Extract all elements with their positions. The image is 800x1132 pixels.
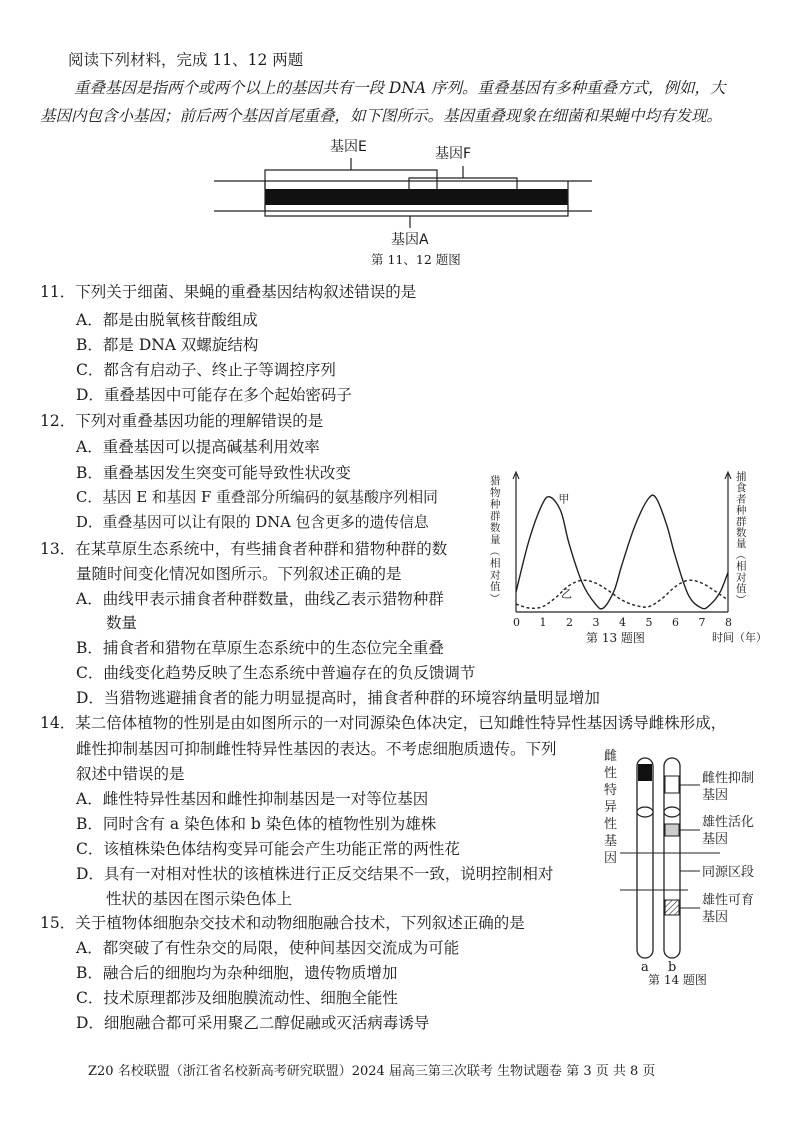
svg-text:食: 食 — [736, 482, 747, 495]
svg-text:数: 数 — [736, 527, 747, 539]
q11-option-a: A．都是由脱氧核苷酸组成 — [76, 311, 258, 329]
svg-text:猎: 猎 — [490, 475, 501, 487]
svg-text:值: 值 — [490, 581, 501, 594]
male-activator-gene-label: 雄性活化基因 — [702, 815, 755, 847]
x-tick-label: 0 — [513, 616, 520, 629]
svg-text:（: （ — [734, 549, 746, 560]
q11-stem: 11．下列关于细菌、果蝇的重叠基因结构叙述错误的是 — [40, 283, 417, 301]
q11-option-b: B．都是 DNA 双螺旋结构 — [76, 336, 259, 354]
q11-option-c: C．都含有启动子、终止子等调控序列 — [76, 361, 336, 379]
svg-text:物: 物 — [490, 486, 501, 499]
svg-text:量: 量 — [736, 538, 747, 551]
q14-stem-line1: 14．某二倍体植物的性别是由如图所示的一对同源染色体决定，已知雌性特异性基因诱导雌株形成， — [40, 714, 727, 732]
svg-text:）: ） — [488, 593, 500, 604]
centromere-b — [664, 807, 680, 817]
q14-option-b: B．同时含有 a 染色体和 b 染色体的植物性别为雄株 — [76, 815, 437, 833]
q13-option-d: D．当猎物逃避捕食者的能力明显提高时，捕食者种群的环境容纳量明显增加 — [76, 689, 600, 707]
q13-stem-line2: 量随时间变化情况如图所示。下列叙述正确的是 — [76, 565, 402, 583]
gene-overlap-figure — [0, 0, 800, 280]
q14-option-d-line1: D．具有一对相对性状的该植株进行正反交结果不一致，说明控制相对 — [76, 865, 554, 883]
q12-option-a: A．重叠基因可以提高碱基利用效率 — [76, 438, 320, 456]
q15-option-b: B．融合后的细胞均为杂种细胞，遗传物质增加 — [76, 964, 398, 982]
male-fertility-gene-band — [665, 900, 679, 915]
x-tick-label: 3 — [592, 616, 600, 629]
y-axis-label-left — [488, 474, 501, 604]
chromosome-a — [637, 758, 653, 958]
gene-f-label: 基因F — [435, 146, 472, 162]
q13-stem-line1: 13．在某草原生态系统中，有些捕食者种群和猎物种群的数 — [40, 540, 448, 558]
gene-figure-caption: 第 11、12 题图 — [371, 252, 461, 267]
svg-text:种: 种 — [736, 504, 747, 517]
q14-stem-line2: 雌性抑制基因可抑制雌性特异性基因的表达。不考虑细胞质遗传。下列 — [76, 740, 557, 758]
q13-option-c: C．曲线变化趋势反映了生态系统中普遍存在的负反馈调节 — [76, 664, 476, 682]
svg-text:雌: 雌 — [604, 749, 618, 764]
svg-text:）: ） — [734, 594, 746, 605]
chromosome-figure — [600, 740, 790, 990]
svg-text:群: 群 — [736, 515, 747, 528]
centromere-a — [637, 807, 653, 817]
q15-option-a: A．都突破了有性杂交的局限，使种间基因交流成为可能 — [76, 939, 460, 957]
svg-text:群: 群 — [490, 510, 501, 523]
homologous-region-label: 同源区段 — [702, 865, 755, 880]
x-tick-label: 7 — [698, 616, 706, 629]
svg-text:者: 者 — [736, 493, 747, 506]
x-tick-label: 2 — [566, 616, 573, 629]
gene-f-bracket — [409, 178, 517, 189]
svg-text:对: 对 — [736, 571, 747, 584]
svg-text:相: 相 — [490, 557, 501, 570]
chromosome-b-label: b — [668, 960, 677, 975]
svg-text:种: 种 — [490, 498, 501, 511]
chromosome-figure-caption: 第 14 题图 — [648, 973, 707, 987]
q14-option-a: A．雌性特异性基因和雌性抑制基因是一对等位基因 — [76, 790, 429, 808]
x-tick-label: 8 — [725, 616, 732, 629]
intro-paragraph-line2: 基因内包含小基因；前后两个基因首尾重叠，如下图所示。基因重叠现象在细菌和果蝇中均有发现。 — [40, 107, 723, 125]
svg-text:异: 异 — [604, 800, 618, 815]
svg-text:因: 因 — [604, 851, 618, 866]
svg-text:性: 性 — [604, 817, 618, 832]
svg-text:（: （ — [488, 545, 500, 557]
intro-paragraph-line1: 重叠基因是指两个或两个以上的基因共有一段 DNA 序列。重叠基因有多种重叠方式，例如，大 — [74, 79, 726, 97]
q15-option-c: C．技术原理都涉及细胞膜流动性、细胞全能性 — [76, 989, 398, 1007]
series-yi-label: 乙 — [561, 587, 573, 601]
svg-text:值: 值 — [736, 583, 747, 595]
female-specific-gene-band — [638, 764, 652, 781]
female-suppressor-gene-label: 雌性抑制基因 — [702, 771, 755, 803]
q12-option-c: C．基因 E 和基因 F 重叠部分所编码的氨基酸序列相同 — [76, 489, 438, 506]
svg-text:性: 性 — [604, 766, 618, 781]
chart-caption: 第 13 题图 — [586, 631, 645, 645]
q14-option-d-line2: 性状的基因在图示染色体上 — [106, 890, 293, 908]
series-jia-label: 甲 — [558, 492, 570, 506]
svg-text:相: 相 — [736, 560, 747, 573]
gene-e-bracket — [265, 170, 437, 189]
gene-a-block — [265, 189, 568, 205]
female-specific-gene-label — [604, 748, 617, 866]
q13-option-a-line1: A．曲线甲表示捕食者种群数量，曲线乙表示猎物种群 — [76, 590, 444, 608]
q15-option-d: D．细胞融合都可采用聚乙二醇促融或灭活病毒诱导 — [76, 1014, 430, 1032]
gene-a-label: 基因A — [391, 232, 429, 248]
svg-text:捕: 捕 — [736, 471, 747, 483]
x-tick-label: 5 — [645, 616, 653, 629]
svg-text:基: 基 — [604, 834, 618, 849]
x-tick-label: 6 — [672, 616, 679, 629]
q14-option-c: C．该植株染色体结构变异可能会产生功能正常的两性花 — [76, 840, 460, 858]
series-jia-line — [516, 495, 728, 609]
x-tick-label: 1 — [539, 616, 547, 629]
q15-stem: 15．关于植物体细胞杂交技术和动物细胞融合技术，下列叙述正确的是 — [40, 914, 525, 932]
female-suppressor-gene-band — [665, 776, 679, 793]
chromosome-a-label: a — [641, 960, 649, 975]
male-fertility-gene-label: 雄性可育基因 — [702, 893, 755, 925]
page-footer: Z20 名校联盟（浙江省名校新高考研究联盟）2024 届高三第三次联考 生物试题卷 第 3 页 共 8 页 — [88, 1064, 656, 1079]
gene-e-label: 基因E — [330, 139, 367, 155]
q12-stem: 12．下列对重叠基因功能的理解错误的是 — [40, 412, 324, 430]
svg-text:数: 数 — [490, 522, 501, 535]
svg-text:特: 特 — [604, 783, 618, 798]
x-tick-label: 4 — [619, 616, 626, 629]
q13-option-b: B．捕食者和猎物在草原生态系统中的生态位完全重叠 — [76, 639, 444, 657]
q13-option-a-line2: 数量 — [106, 614, 138, 632]
svg-text:对: 对 — [490, 569, 501, 582]
y-axis-label-right — [734, 470, 747, 605]
x-axis-label: 时间（年） — [712, 631, 767, 644]
svg-text:量: 量 — [490, 534, 501, 546]
reading-instruction: 阅读下列材料，完成 11、12 两题 — [68, 51, 304, 69]
predator-prey-chart — [486, 470, 776, 650]
q11-option-d: D．重叠基因中可能存在多个起始密码子 — [76, 386, 352, 404]
q12-option-d: D．重叠基因可以让有限的 DNA 包含更多的遗传信息 — [76, 514, 429, 531]
q12-option-b: B．重叠基因发生突变可能导致性状改变 — [76, 464, 351, 482]
male-activator-gene-band — [665, 824, 679, 836]
q14-stem-line3: 叙述中错误的是 — [76, 765, 185, 783]
